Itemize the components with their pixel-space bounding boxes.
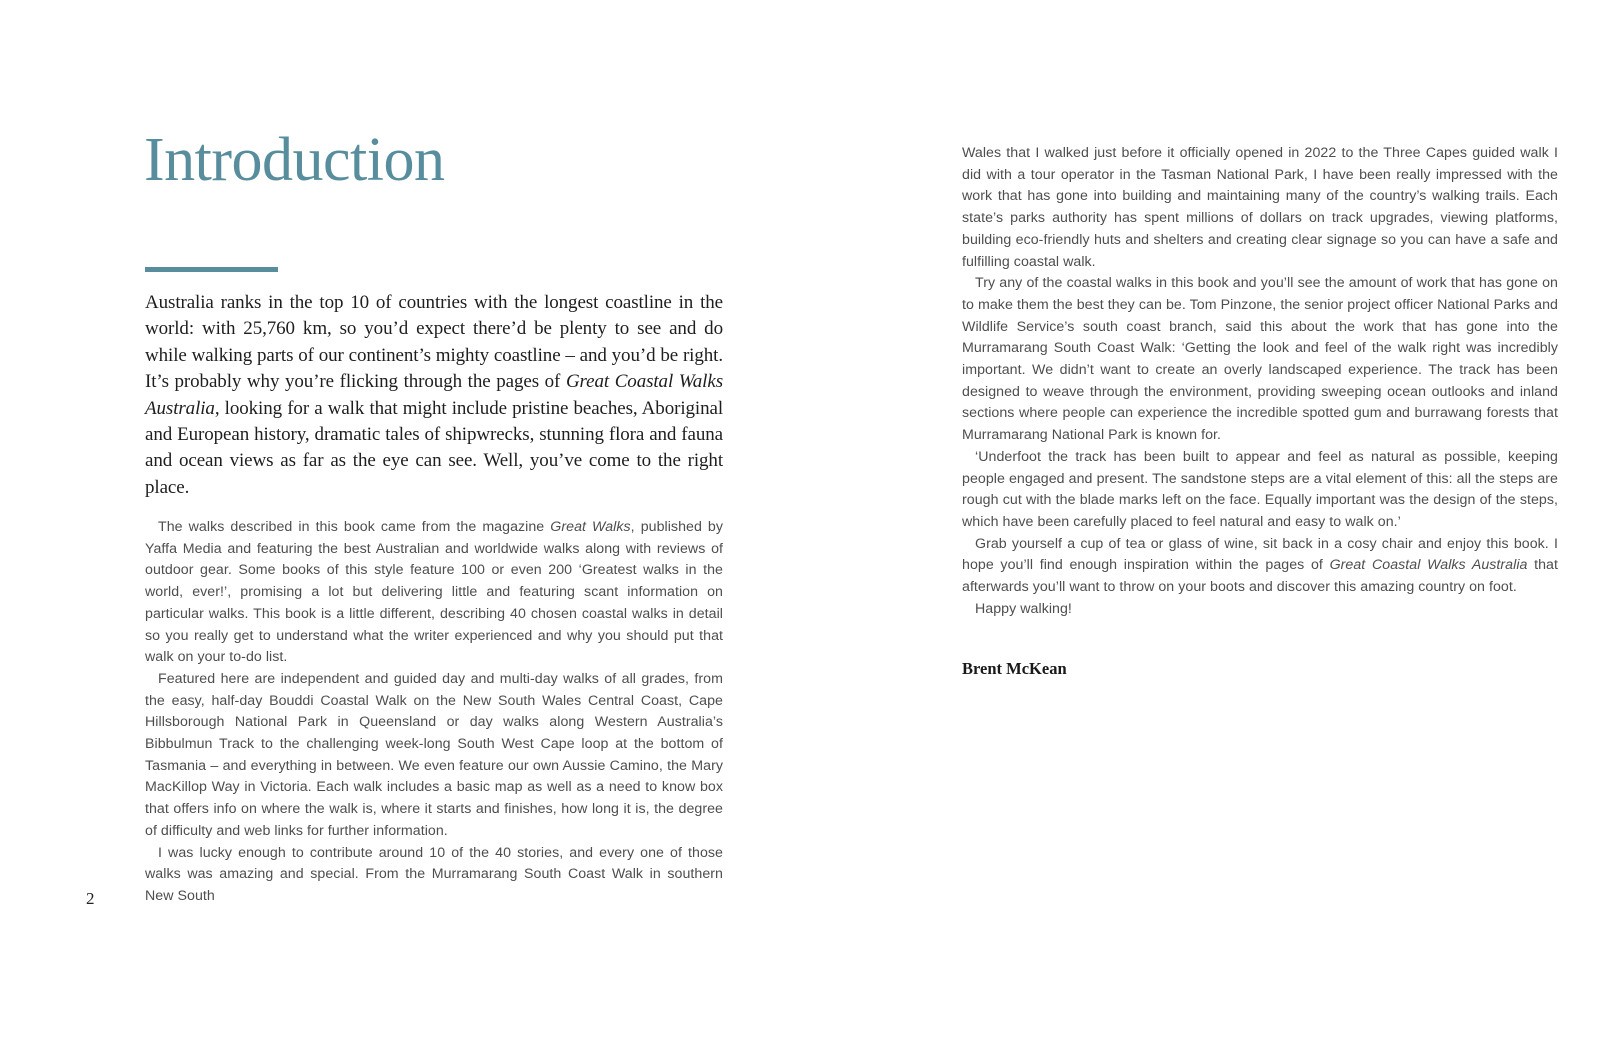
- body-paragraph: Happy walking!: [975, 600, 1072, 617]
- author-signature: Brent McKean: [962, 659, 1067, 678]
- body-paragraph: Try any of the coastal walks in this book and you’ll see the amount of work that has gone on to make them the best they can be. Tom Pinzone, the senior project officer National Parks and Wildlife Service’s south coast branch, said this about the work that has gone into the Murramarang South Coast Walk: ‘Getting the look and feel of the walk right was incredibly important. We didn’t want to create an overly landscaped experience. The track has been designed to weave through the environment, providing sweeping ocean outlooks and inland sections where people can experience the incredible spotted gum and burrawang forests that Murramarang National Park is known for.: [962, 275, 1558, 444]
- body-paragraph: Featured here are independent and guided day and multi-day walks of all grades, from the easy, half-day Bouddi Coastal Walk on the New South Wales Central Coast, Cape Hillsborough National Park in Queensland or day walks along Western Australia’s Bibbulmun Track to the challenging week-long South West Cape loop at the bottom of Tasmania – and everything in between. We even feature our own Aussie Camino, the Mary MacKillop Way in Victoria. Each walk includes a basic map as well as a need to know box that offers info on where the walk is, where it starts and finishes, how long it is, the degree of difficulty and web links for further information.: [145, 670, 723, 839]
- chapter-title: Introduction: [144, 126, 445, 194]
- body-paragraph: I was lucky enough to contribute around 10 of the 40 stories, and every one of those walks was amazing and special. From the Murramarang South Coast Walk in southern New South: [145, 844, 723, 904]
- title-rule: [145, 267, 278, 272]
- body-paragraph: Grab yourself a cup of tea or glass of wine, sit back in a cosy chair and enjoy this book. I hope you’ll find enough inspiration within the pages of Great Coastal Walks Australia that afterwards you’ll want to throw on your boots and discover this amazing country on foot.: [962, 535, 1558, 596]
- right-column-text: [962, 143, 1558, 620]
- body-paragraph: ‘Underfoot the track has been built to appear and feel as natural as possible, keeping people engaged and present. The sandstone steps are a vital element of this: all the steps are rough cut with the blade marks left on the face. Equally important was the design of the steps, which have been carefully placed to feel natural and easy to walk on.’: [962, 448, 1558, 530]
- page-number: 2: [86, 889, 95, 908]
- lead-paragraph: Australia ranks in the top 10 of countries with the longest coastline in the world: with 25,760 km, so you’d expect there’d be plenty to see and do while walking parts of our continent’s mighty coastline – and you’d be right. It’s probably why you’re flicking through the pages of Great Coastal Walks Australia, looking for a walk that might include pristine beaches, Aboriginal and European history, dramatic tales of shipwrecks, stunning flora and fauna and ocean views as far as the eye can see. Well, you’ve come to the right place.: [145, 292, 723, 498]
- body-paragraph: Wales that I walked just before it officially opened in 2022 to the Three Capes guided walk I did with a tour operator in the Tasman National Park, I have been really impressed with the work that has gone into building and maintaining many of the country’s walking trails. Each state’s parks authority has spent millions of dollars on track upgrades, viewing platforms, building eco-friendly huts and shelters and creating clear signage so you can have a safe and fulfilling coastal walk.: [962, 145, 1558, 270]
- left-column-text: [145, 517, 723, 908]
- body-paragraph: The walks described in this book came from the magazine Great Walks, published by Yaffa Media and featuring the best Australian and worldwide walks along with reviews of outdoor gear. Some books of this style feature 100 or even 200 ‘Greatest walks in the world, ever!’, promising a lot but delivering little and featuring scant information on particular walks. This book is a little different, describing 40 chosen coastal walks in detail so you really get to understand what the writer experienced and why you should put that walk on your to-do list.: [145, 519, 724, 666]
